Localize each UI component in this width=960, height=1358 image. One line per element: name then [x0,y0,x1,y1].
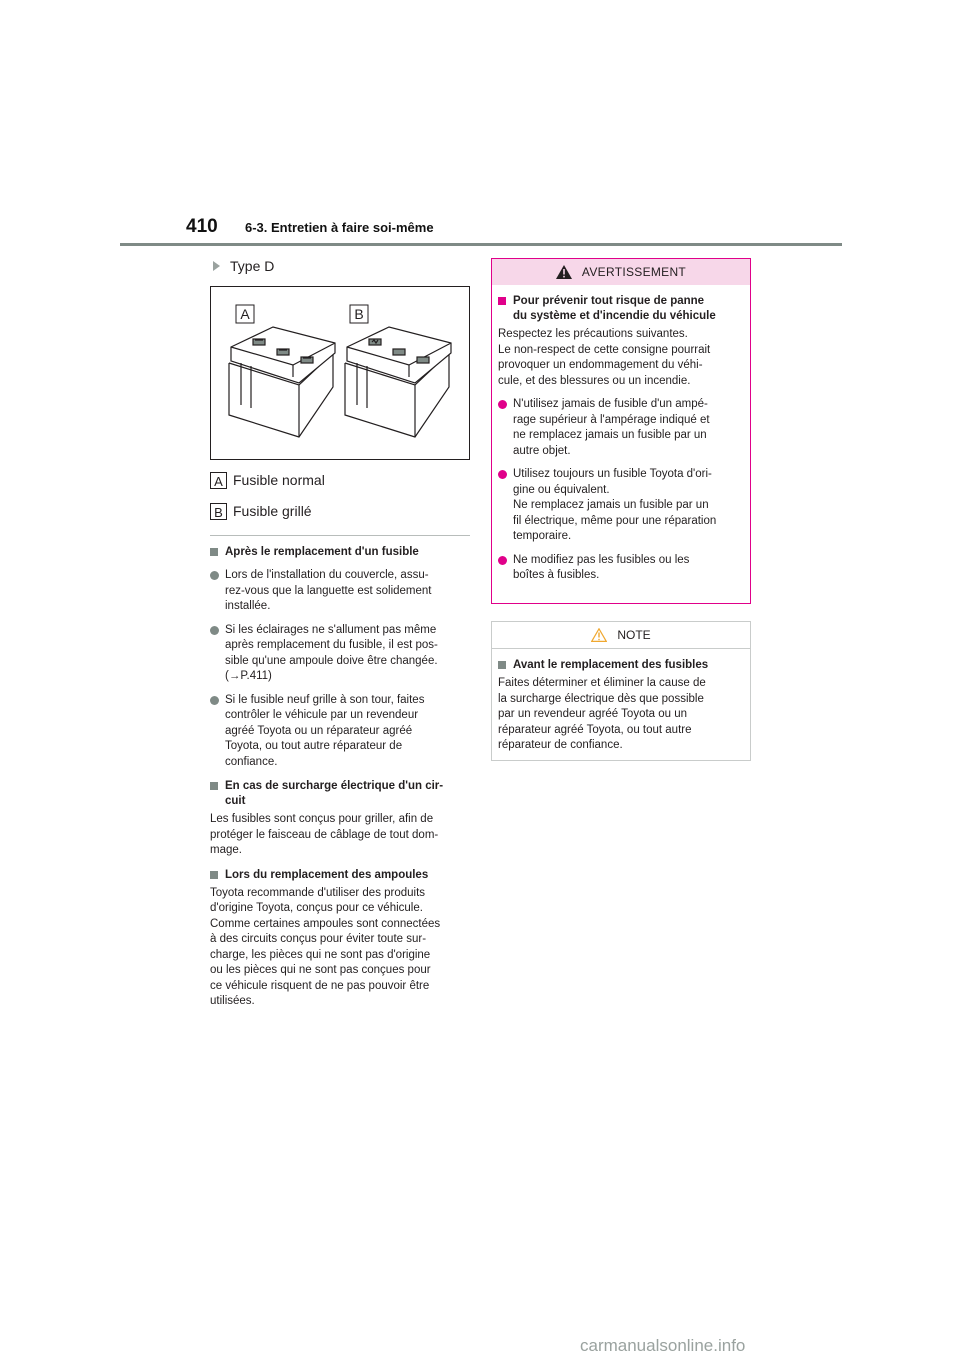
note-heading [498,658,744,673]
caption-text: Fusible grillé [233,503,312,519]
section-heading [210,868,470,883]
round-bullet-icon [210,571,219,580]
paragraph: Toyota recommande d'utiliser des produits d'origine Toyota, conçus pour ce véhicule. Comme certaines ampoules sont connectées à des circuits conçus pour éviter toute sur- charge, les pièces qui ne sont pas d'origine ou les pièces qui ne sont pas conçues pour ce véhicule risquent de ne pas pouvoir être utilisées. [210,886,441,1007]
round-bullet-icon [498,400,507,409]
paragraph: Les fusibles sont conçus pour griller, afin de protéger le faisceau de câblage de tout dom- mage. [210,813,439,856]
list-item [498,467,744,545]
label-a-text: A [240,306,250,322]
watermark: carmanualsonline.info [580,1336,746,1355]
list-item-text: Si le fusible neuf grille à son tour, faites contrôler le véhicule par un revendeur agréé Toyota ou un réparateur agréé Toyota, ou tout autre réparateur de confiance. [225,693,425,768]
heading-text: En cas de surcharge électrique d'un cir- cuit [225,780,444,807]
heading-text: Après le remplacement d'un fusible [225,546,419,558]
heading-text: Pour prévenir tout risque de panne du système et d'incendie du véhicule [513,295,716,322]
right-column [491,258,751,761]
square-bullet-icon [498,297,506,305]
heading-text: Avant le remplacement des fusibles [513,659,709,671]
note-text: Faites déterminer et éliminer la cause de la surcharge électrique dès que possible par un revendeur agréé Toyota ou un réparateur agréé Toyota, ou tout autre réparateur de confiance. [498,677,706,751]
section-heading [210,779,470,809]
square-bullet-icon [498,661,506,669]
caption-text: Fusible normal [233,472,325,488]
fuse-illustration [210,286,470,460]
note-title: NOTE [617,628,651,642]
warning-title: AVERTISSEMENT [581,265,687,279]
warning-triangle-icon [556,265,572,279]
left-column [210,256,470,1010]
list-item [498,397,744,459]
type-label: Type D [230,258,275,274]
warning-intro: Respectez les précautions suivantes. Le non-respect de cette consigne pourrait provoquer un endommagement du véhi- cule, et des blessures ou un incendie. [498,328,711,387]
label-b-text: B [354,306,364,322]
round-bullet-icon [498,470,507,479]
note-header [492,622,750,649]
triangle-right-icon [213,261,220,271]
list-item-text: Utilisez toujours un fusible Toyota d'ori- gine ou équivalent. Ne remplacez jamais un fusible par un fil électrique, même pour une réparation temporaire. [513,468,717,542]
caption-letter: B [210,503,227,520]
caption-letter: A [210,472,227,489]
square-bullet-icon [210,548,218,556]
warning-box [491,258,751,604]
list-item [210,623,470,685]
list-item-text: Si les éclairages ne s'allument pas même après remplacement du fusible, il est pos- sible qu'une ampoule doive être changée. (→P.411) [225,623,438,682]
caption-blown [210,501,470,521]
type-heading [213,256,470,276]
header-rule [120,243,842,246]
round-bullet-icon [210,696,219,705]
square-bullet-icon [210,871,218,879]
fuse-drawing [211,287,469,459]
section-title: 6-3. Entretien à faire soi-même [245,220,434,235]
note-box [491,621,751,761]
section-divider [210,535,470,536]
heading-text: Lors du remplacement des ampoules [225,868,429,881]
fuse-blown-drawing [345,327,451,437]
list-item [498,553,744,584]
warning-heading [498,294,744,324]
caution-triangle-icon [591,628,607,642]
list-item [210,568,470,615]
list-item-text: Lors de l'installation du couvercle, assu- rez-vous que la languette est solidement installée. [225,569,432,612]
page-number: 410 [186,216,218,237]
list-item-text: N'utilisez jamais de fusible d'un ampé- rage supérieur à l'ampérage indiqué et ne remplacez jamais un fusible par un autre objet. [513,398,710,457]
list-item [210,693,470,771]
square-bullet-icon [210,782,218,790]
warning-header [492,259,750,285]
caption-normal [210,470,470,490]
round-bullet-icon [210,626,219,635]
list-item-text: Ne modifiez pas les fusibles ou les boîtes à fusibles. [513,553,690,581]
section-heading [210,545,470,560]
fuse-normal-drawing [229,327,335,437]
round-bullet-icon [498,556,507,565]
